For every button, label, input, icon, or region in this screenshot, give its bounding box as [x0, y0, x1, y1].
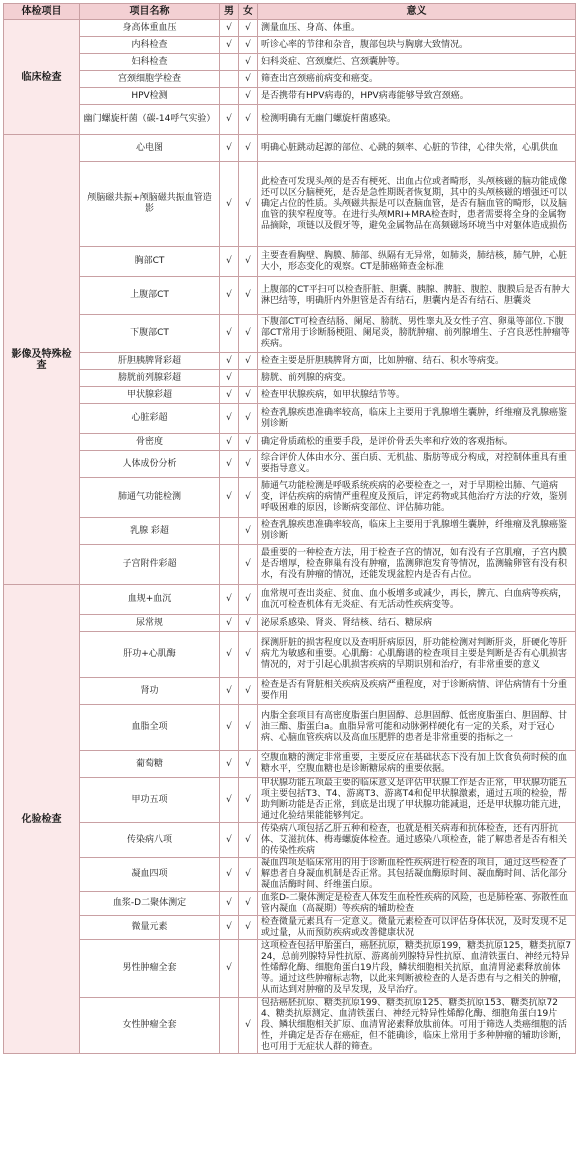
table-row: [4, 705, 576, 751]
table-row: [4, 162, 576, 247]
item-name-cell: 血规+血沉: [80, 585, 220, 615]
female-mark-cell: √: [239, 37, 258, 54]
meaning-cell: 下腹部CT可检查结肠、阑尾、膀胱、男性睾丸及女性子宫、卵巢等部位.下腹部CT常用于诊断肠梗阻、阑尾炎，膀胱肿瘤、前列腺增生、子宫良恶性肿瘤等疾病。: [258, 315, 576, 353]
item-name-cell: 身高体重血压: [80, 20, 220, 37]
male-mark-cell: √: [220, 451, 239, 478]
item-name-cell: 血脂全项: [80, 705, 220, 751]
table-row: [4, 678, 576, 705]
female-mark-cell: √: [239, 615, 258, 632]
table-row: [4, 451, 576, 478]
table-row: [4, 105, 576, 135]
meaning-cell: 膀胱、前列腺的病变。: [258, 370, 576, 387]
table-row: [4, 387, 576, 404]
female-mark-cell: √: [239, 353, 258, 370]
table-row: [4, 892, 576, 916]
female-mark-cell: √: [239, 998, 258, 1054]
meaning-cell: 是否携带有HPV病毒的，HPV病毒能够导致宫颈癌。: [258, 88, 576, 105]
item-name-cell: 凝血四项: [80, 858, 220, 892]
meaning-cell: 明确心脏跳动起源的部位、心跳的频率、心脏的节律，心律失常，心肌供血: [258, 135, 576, 162]
female-mark-cell: √: [239, 247, 258, 277]
male-mark-cell: √: [220, 135, 239, 162]
item-name-cell: 心脏彩超: [80, 404, 220, 434]
female-mark-cell: √: [239, 451, 258, 478]
female-mark-cell: √: [239, 705, 258, 751]
table-row: [4, 478, 576, 518]
male-mark-cell: √: [220, 162, 239, 247]
male-mark-cell: [220, 54, 239, 71]
table-row: [4, 277, 576, 315]
item-name-cell: 血浆-D二聚体测定: [80, 892, 220, 916]
female-mark-cell: √: [239, 778, 258, 823]
table-row: [4, 88, 576, 105]
female-mark-cell: √: [239, 88, 258, 105]
item-name-cell: HPV检测: [80, 88, 220, 105]
male-mark-cell: √: [220, 751, 239, 778]
meaning-cell: 筛查出宫颈癌前病变和癌变。: [258, 71, 576, 88]
meaning-cell: 检查是否有肾脏相关疾病及疾病严重程度，对于诊断病情、评估病情有十分重要作用: [258, 678, 576, 705]
table-row: [4, 71, 576, 88]
table-row: [4, 615, 576, 632]
male-mark-cell: [220, 71, 239, 88]
male-mark-cell: √: [220, 404, 239, 434]
meaning-cell: 上腹部的CT平扫可以检查肝脏、胆囊、胰腺、脾脏、腹腔、腹膜后是否有肿大淋巴结等，明确肝内外胆管是否有结石，胆囊内是否有结石、胆囊炎: [258, 277, 576, 315]
item-name-cell: 葡萄糖: [80, 751, 220, 778]
table-header-row: [4, 4, 576, 20]
female-mark-cell: √: [239, 162, 258, 247]
meaning-cell: 主要查看胸壁、胸膜、肺部、纵隔有无异常，如肺炎，肺结核，肺气肿，心脏大小，形态变化的观察。CT是肺癌筛查金标准: [258, 247, 576, 277]
female-mark-cell: √: [239, 135, 258, 162]
male-mark-cell: √: [220, 678, 239, 705]
table-row: [4, 751, 576, 778]
category-cell: 临床检查: [4, 20, 80, 135]
table-row: [4, 404, 576, 434]
item-name-cell: 颅脑磁共振+颅脑磁共振血管造影: [80, 162, 220, 247]
female-mark-cell: √: [239, 20, 258, 37]
meaning-cell: 血常规可查出炎症、贫血、血小板增多或减少，再长，脾亢、白血病等疾病，血沉可检查机体有无炎症、有无活动性疾病变等。: [258, 585, 576, 615]
male-mark-cell: √: [220, 37, 239, 54]
female-mark-cell: √: [239, 858, 258, 892]
meaning-cell: 空腹血糖的测定非常重要，主要反应在基础状态下没有加上饮食负荷时候的血糖水平，空腹血糖也是诊断糖尿病的重要依据。: [258, 751, 576, 778]
female-mark-cell: √: [239, 387, 258, 404]
item-name-cell: 子宫附件彩超: [80, 545, 220, 585]
meaning-cell: 肺通气功能检测是呼吸系统疾病的必要检查之一，对于早期检出肺、气道病变，评估疾病的病情严重程度及预后，评定药物或其他治疗方法的疗效，鉴别呼吸困难的原因，诊断病变部位、评估肺功能。: [258, 478, 576, 518]
meaning-cell: 检查乳腺疾患准确率较高，临床上主要用于乳腺增生囊肿，纤维瘤及乳腺癌鉴别诊断: [258, 518, 576, 545]
male-mark-cell: √: [220, 823, 239, 858]
meaning-cell: 确定骨质疏松的重要手段，是评价骨丢失率和疗效的客观指标。: [258, 434, 576, 451]
checkup-items-table: [3, 3, 576, 1054]
female-mark-cell: √: [239, 823, 258, 858]
item-name-cell: 上腹部CT: [80, 277, 220, 315]
meaning-cell: 包括癌胚抗原、糖类抗原199、糖类抗原125、糖类抗原153、糖类抗原724、糖类抗原测定、血清铁蛋白、神经元特异性烯醇化酶、细胞角蛋白19片段、鳞状细胞相关扩原、血清胃泌素释放肽前体。可用于筛选人类癌细胞的活性，并确定是否存在癌症，但不能确诊，临床上常用于多种肿瘤的辅助诊断，也可用于无症状人群的筛查。: [258, 998, 576, 1054]
header-category: 体检项目: [4, 4, 80, 20]
table-row: [4, 778, 576, 823]
male-mark-cell: √: [220, 353, 239, 370]
meaning-cell: 甲状腺功能五项最主要的临床意义是评估甲状腺工作是否正常，甲状腺功能五项主要包括T3、T4、游离T3、游离T4和促甲状腺激素，通过五项的检验，帮助判断功能是否正常，到底是出现了甲状腺功能减退，还是甲状腺功能亢进，通过化验结果能能够判定。: [258, 778, 576, 823]
female-mark-cell: √: [239, 632, 258, 678]
female-mark-cell: √: [239, 916, 258, 940]
table-row: [4, 823, 576, 858]
item-name-cell: 肝胆胰脾肾彩超: [80, 353, 220, 370]
female-mark-cell: √: [239, 678, 258, 705]
male-mark-cell: √: [220, 916, 239, 940]
meaning-cell: 检查甲状腺疾病，如甲状腺结节等。: [258, 387, 576, 404]
female-mark-cell: [239, 370, 258, 387]
meaning-cell: 内脂全套项目有高密度脂蛋白胆固醇、总胆固醇、低密度脂蛋白、胆固醇、甘油三酯、脂蛋白a。血脂异常可能和动脉粥样硬化有一定的关系，对于冠心病、心脑血管疾病以及高血压肥胖的患者是非常重要的指标之一: [258, 705, 576, 751]
female-mark-cell: √: [239, 751, 258, 778]
table-row: [4, 434, 576, 451]
male-mark-cell: √: [220, 20, 239, 37]
checkup-table-container: [3, 3, 575, 1054]
meaning-cell: 传染病八项包括乙肝五种和检查，也就是相关病毒和抗体检查，还有丙肝抗体、艾滋抗体、梅毒螺旋体检查。通过感染八项检查，能了解患者是否有相关的传染性疾病: [258, 823, 576, 858]
category-cell: 影像及特殊检查: [4, 135, 80, 585]
female-mark-cell: √: [239, 404, 258, 434]
meaning-cell: 检测明确有无幽门螺旋杆菌感染。: [258, 105, 576, 135]
female-mark-cell: √: [239, 277, 258, 315]
item-name-cell: 幽门螺旋杆菌（碳-14呼气实验）: [80, 105, 220, 135]
table-row: [4, 518, 576, 545]
meaning-cell: 最重要的一种检查方法，用于检查子宫的情况，如有没有子宫肌瘤，子宫内膜是否增厚，检查卵巢有没有肿瘤，监测卵泡发育等情况，监测输卵管有没有积水，有没有肿瘤的情况，还能发现盆腔内是否有占位。: [258, 545, 576, 585]
item-name-cell: 甲状腺彩超: [80, 387, 220, 404]
table-row: [4, 20, 576, 37]
male-mark-cell: √: [220, 892, 239, 916]
female-mark-cell: √: [239, 518, 258, 545]
table-row: [4, 247, 576, 277]
male-mark-cell: [220, 88, 239, 105]
male-mark-cell: √: [220, 387, 239, 404]
male-mark-cell: [220, 545, 239, 585]
table-row: [4, 353, 576, 370]
item-name-cell: 传染病八项: [80, 823, 220, 858]
female-mark-cell: √: [239, 545, 258, 585]
item-name-cell: 女性肿瘤全套: [80, 998, 220, 1054]
male-mark-cell: √: [220, 858, 239, 892]
item-name-cell: 甲功五项: [80, 778, 220, 823]
item-name-cell: 宫颈细胞学检查: [80, 71, 220, 88]
meaning-cell: 听诊心率的节律和杂音，腹部包块与胸廓大致情况。: [258, 37, 576, 54]
female-mark-cell: [239, 940, 258, 998]
item-name-cell: 微量元素: [80, 916, 220, 940]
item-name-cell: 内科检查: [80, 37, 220, 54]
item-name-cell: 乳腺 彩超: [80, 518, 220, 545]
male-mark-cell: √: [220, 585, 239, 615]
header-female: 女: [239, 4, 258, 20]
male-mark-cell: √: [220, 478, 239, 518]
item-name-cell: 尿常规: [80, 615, 220, 632]
male-mark-cell: √: [220, 615, 239, 632]
male-mark-cell: [220, 998, 239, 1054]
item-name-cell: 胸部CT: [80, 247, 220, 277]
item-name-cell: 妇科检查: [80, 54, 220, 71]
table-row: [4, 37, 576, 54]
meaning-cell: 检查乳腺疾患准确率较高，临床上主要用于乳腺增生囊肿，纤维瘤及乳腺癌鉴别诊断: [258, 404, 576, 434]
male-mark-cell: √: [220, 105, 239, 135]
male-mark-cell: √: [220, 370, 239, 387]
female-mark-cell: √: [239, 315, 258, 353]
table-row: [4, 998, 576, 1054]
meaning-cell: 泌尿系感染、肾炎、肾结核、结石、糖尿病: [258, 615, 576, 632]
male-mark-cell: √: [220, 940, 239, 998]
meaning-cell: 测量血压、身高、体重。: [258, 20, 576, 37]
female-mark-cell: √: [239, 71, 258, 88]
table-row: [4, 940, 576, 998]
female-mark-cell: √: [239, 892, 258, 916]
female-mark-cell: √: [239, 105, 258, 135]
table-row: [4, 370, 576, 387]
meaning-cell: 这项检查包括甲胎蛋白，癌胚抗原，糖类抗原199，糖类抗原125，糖类抗原724，总前列腺特异性抗原、游离前列腺特异性抗原、血清铁蛋白、神经元特异性烯醇化酶、细胞角蛋白19片段，鳞状细胞相关抗原，血清胃泌素释放前体等。通过这些肿瘤标志物，以此来判断被检查的人是否患有与之相关的肿瘤，从而达到对肿瘤的及早发现，及早治疗。: [258, 940, 576, 998]
header-item-name: 项目名称: [80, 4, 220, 20]
male-mark-cell: √: [220, 247, 239, 277]
table-row: [4, 315, 576, 353]
item-name-cell: 人体成份分析: [80, 451, 220, 478]
item-name-cell: 男性肿瘤全套: [80, 940, 220, 998]
table-row: [4, 585, 576, 615]
male-mark-cell: [220, 518, 239, 545]
item-name-cell: 下腹部CT: [80, 315, 220, 353]
table-body: [4, 20, 576, 1054]
meaning-cell: 探测肝脏的损害程度以及查明肝病原因，肝功能检测对判断肝炎，肝硬化等肝病尤为敏感和重要。心肌酶：心肌酶谱的检查项目主要是判断是否有心肌损害情况的，对于引起心肌损害疾病的早期识别和治疗，有非常重要的意义: [258, 632, 576, 678]
meaning-cell: 此检查可发现头颅的是否有梗死、出血占位或者畸形，头颅核磁的脑功能成像还可以区分脑梗死，是否是急性期既者恢复期，其中的头颅核磁的增强还可以确定占位的性质。头颅磁共振是可以查脑血管，是否有脑血管的畸形，以及脑血管的狭窄程度等。在进行头颅MRI+MRA检查时，患者需要将全身的金属物品摘除，项链以及假牙等，避免金属物品在高频磁场环境当中对躯体造成损伤: [258, 162, 576, 247]
table-row: [4, 632, 576, 678]
item-name-cell: 肺通气功能检测: [80, 478, 220, 518]
meaning-cell: 妇科炎症、宫颈糜烂、宫颈囊肿等。: [258, 54, 576, 71]
female-mark-cell: √: [239, 54, 258, 71]
header-meaning: 意义: [258, 4, 576, 20]
male-mark-cell: √: [220, 315, 239, 353]
male-mark-cell: √: [220, 778, 239, 823]
item-name-cell: 骨密度: [80, 434, 220, 451]
meaning-cell: 凝血四项是临床常用的用于诊断血栓性疾病进行检查的项目，通过这些检查了解患者自身凝血机制是否正常。其包括凝血酶原时间、凝血酶时间、活化部分凝血活酶时间、纤维蛋白原。: [258, 858, 576, 892]
meaning-cell: 检查微量元素具有一定意义。微量元素检查可以评估身体状况，及时发现不足或过量，从而预防疾病或改善健康状况: [258, 916, 576, 940]
male-mark-cell: √: [220, 277, 239, 315]
category-cell: 化验检查: [4, 585, 80, 1054]
female-mark-cell: √: [239, 434, 258, 451]
item-name-cell: 肝功+心肌酶: [80, 632, 220, 678]
male-mark-cell: √: [220, 632, 239, 678]
header-male: 男: [220, 4, 239, 20]
female-mark-cell: √: [239, 478, 258, 518]
item-name-cell: 肾功: [80, 678, 220, 705]
meaning-cell: 血浆D-二聚体测定是检查人体发生血栓性疾病的风险，也是肺栓塞、弥散性血管内凝血（高凝期）等疾病的辅助检查: [258, 892, 576, 916]
table-row: [4, 858, 576, 892]
table-row: [4, 545, 576, 585]
table-row: [4, 54, 576, 71]
meaning-cell: 检查主要是肝胆胰脾肾方面，比如肿瘤、结石、积水等病变。: [258, 353, 576, 370]
table-row: [4, 135, 576, 162]
male-mark-cell: √: [220, 434, 239, 451]
item-name-cell: 心电图: [80, 135, 220, 162]
male-mark-cell: √: [220, 705, 239, 751]
table-row: [4, 916, 576, 940]
female-mark-cell: √: [239, 585, 258, 615]
item-name-cell: 膀胱前列腺彩超: [80, 370, 220, 387]
meaning-cell: 综合评价人体由水分、蛋白质、无机盐、脂肪等成分构成，对控制体重具有重要指导意义。: [258, 451, 576, 478]
